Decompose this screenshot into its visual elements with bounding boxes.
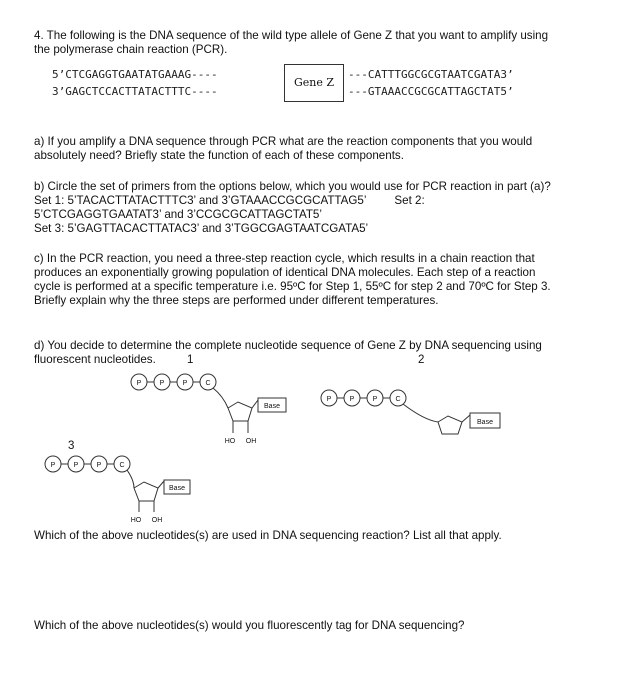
nuc3-p-1: P: [50, 462, 56, 469]
nuc1-sugar-ring: [228, 402, 252, 421]
sequence-right-top: ---CATTTGGCGCGTAATCGATA3’: [348, 68, 514, 81]
nuc2-p-2: P: [349, 396, 355, 403]
dna-sequence-figure: [52, 64, 612, 106]
nuc3-p-2: P: [73, 462, 79, 469]
nuc1-ho: HO: [224, 438, 236, 445]
nucleotide-1-label: 1: [187, 354, 194, 366]
part-b: [34, 180, 620, 236]
part-d: [34, 339, 620, 367]
nuc2-p-1: P: [326, 396, 332, 403]
nuc1-oh: OH: [245, 438, 257, 445]
part-a-line-1: a) If you amplify a DNA sequence through PCR what are the reaction components that you would: [34, 135, 533, 148]
nuc3-sugar-ring: [134, 482, 158, 501]
sequence-right-bottom: ---GTAAACCGCGCATTAGCTAT5’: [348, 85, 514, 98]
gene-z-box: [284, 64, 344, 102]
nucleotide-1: [120, 368, 300, 452]
part-b-line-1: b) Circle the set of primers from the options below, which you would use for PCR reaction in part (a)?: [34, 180, 551, 193]
part-b-line-2: [34, 194, 620, 208]
part-c-line-1: c) In the PCR reaction, you need a three-step reaction cycle, which results in a chain reaction that: [34, 252, 535, 265]
nucleotide-2-label: 2: [418, 354, 425, 366]
nucleotide-2: [314, 384, 514, 444]
primer-set-3: Set 3: 5’GAGTTACACTTATAC3’ and 3’TGGCGAGTAATCGATA5’: [34, 222, 369, 235]
gene-z-label: Gene Z: [293, 76, 335, 89]
part-c: [34, 252, 620, 308]
intro-line-2: the polymerase chain reaction (PCR).: [34, 43, 228, 56]
nuc1-base: Base: [264, 403, 280, 410]
nuc2-c: C: [395, 396, 401, 403]
nuc2-p-3: P: [372, 396, 378, 403]
sequence-left-bottom: 3’GAGCTCCACTTATACTTTC----: [52, 85, 218, 98]
primer-set-2: 5’CTCGAGGTGAATAT3’ and 3’CCGCGCATTAGCTAT5’: [34, 208, 322, 221]
part-d-line-1: d) You decide to determine the complete nucleotide sequence of Gene Z by DNA sequencing using: [34, 339, 542, 352]
nucleotide-3: [34, 452, 214, 528]
part-a: [34, 135, 620, 163]
primer-set-1: Set 1: 5’TACACTTATACTTTC3’ and 3’GTAAACCGCGCATTAG5’: [34, 194, 367, 207]
part-c-line-4: Briefly explain why the three steps are performed under different temperatures.: [34, 294, 439, 307]
nuc3-ho: HO: [130, 517, 142, 524]
nuc1-p-1: P: [136, 380, 142, 387]
part-a-line-2: absolutely need? Briefly state the function of each of these components.: [34, 149, 404, 162]
nuc2-base: Base: [477, 419, 493, 426]
nucleotide-3-label: 3: [68, 440, 75, 452]
part-d-question-2: Which of the above nucleotides(s) would you fluorescently tag for DNA sequencing?: [34, 619, 465, 632]
nuc3-oh: OH: [151, 517, 163, 524]
part-d-question-1: Which of the above nucleotides(s) are used in DNA sequencing reaction? List all that apply.: [34, 529, 502, 542]
nuc3-base: Base: [169, 485, 185, 492]
intro-line-1: 4. The following is the DNA sequence of the wild type allele of Gene Z that you want to amplify using: [34, 29, 549, 42]
question-4-intro: [34, 29, 620, 57]
part-d-line-2: fluorescent nucleotides.: [34, 353, 156, 366]
part-c-line-3: cycle is performed at a specific temperature i.e. 95ºC for Step 1, 55ºC for step 2 and 70ºC for Step 3.: [34, 280, 551, 293]
sequence-left-top: 5’CTCGAGGTGAATATGAAAG----: [52, 68, 218, 81]
nuc1-p-2: P: [159, 380, 165, 387]
part-c-line-2: produces an exponentially growing population of identical DNA molecules. Each step of a reaction: [34, 266, 536, 279]
nuc2-sugar-ring: [438, 416, 462, 434]
nuc3-p-3: P: [96, 462, 102, 469]
nuc1-c: C: [205, 380, 211, 387]
nuc3-c: C: [119, 462, 125, 469]
primer-set-2-label: Set 2:: [394, 194, 425, 207]
nuc1-p-3: P: [182, 380, 188, 387]
